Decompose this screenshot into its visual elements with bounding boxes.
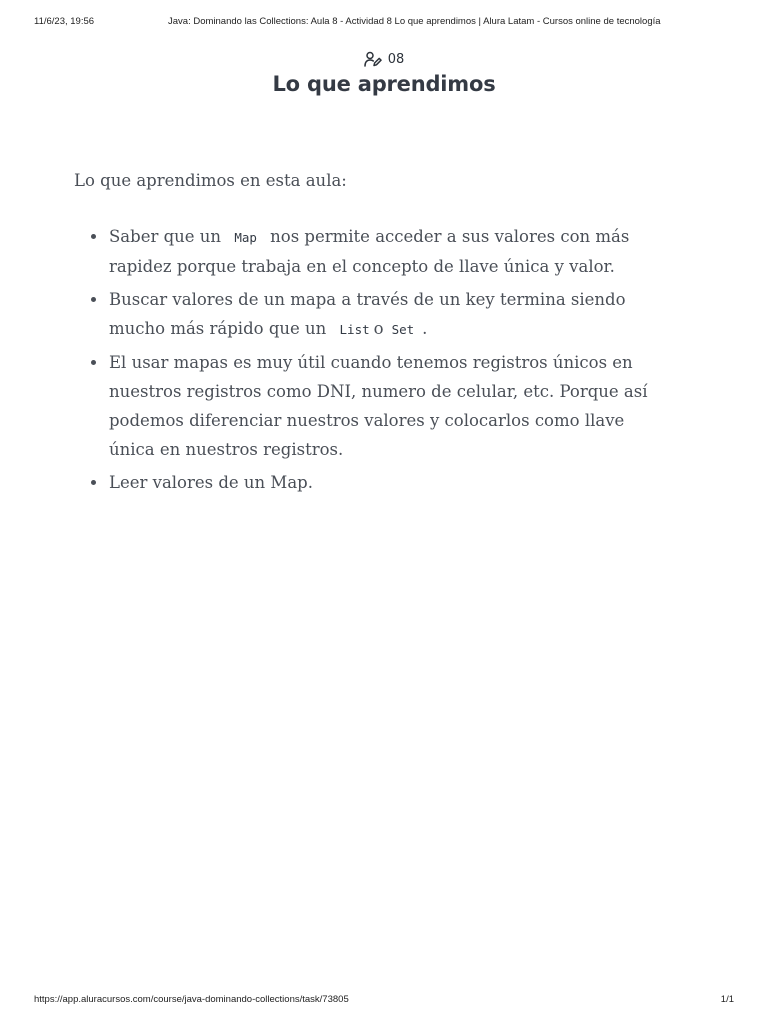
bullet-icon [91,480,96,485]
list-item [74,468,674,497]
bullet-icon [91,360,96,365]
activity-number: 08 [387,51,405,67]
bullet-icon [91,234,96,239]
print-header [34,16,734,30]
print-footer [34,994,734,1008]
print-document-title: Java: Dominando las Collections: Aula 8 - Actividad 8 Lo que aprendimos | Alura Latam - Cursos online de tecnología [168,16,661,27]
item-text: Leer valores de un Map. [109,473,313,492]
inline-code-map: Map [234,230,257,245]
print-url: https://app.aluracursos.com/course/java-dominando-collections/task/73805 [34,994,349,1005]
print-page-count: 1/1 [720,994,734,1005]
list-item [74,285,674,344]
activity-indicator [0,51,768,67]
person-pencil-icon [364,51,382,67]
page-title: Lo que aprendimos [272,72,496,96]
inline-code-list: List [339,322,370,337]
item-text-middle: o [373,319,384,338]
learning-points-list [74,222,674,497]
list-item [74,348,674,464]
item-text-before: Buscar valores de un mapa a través de un key termina siendo mucho más rápido que un [109,290,626,338]
inline-code-set: Set [391,322,415,337]
item-text-after: . [422,319,428,338]
lesson-content [74,166,674,501]
bullet-icon [91,297,96,302]
print-date: 11/6/23, 19:56 [34,16,95,27]
list-item [74,222,674,281]
intro-text: Lo que aprendimos en esta aula: [74,171,347,190]
item-text: El usar mapas es muy útil cuando tenemos registros únicos en nuestros registros como DNI, numero de celular, etc. Porque así podemos diferenciar nuestros valores y colocarlos como llave única en nuestros registros. [109,353,648,459]
item-text-before: Saber que un [109,227,222,246]
item-text-after: nos permite acceder a sus valores con más rapidez porque trabaja en el concepto de llave única y valor. [109,227,630,276]
